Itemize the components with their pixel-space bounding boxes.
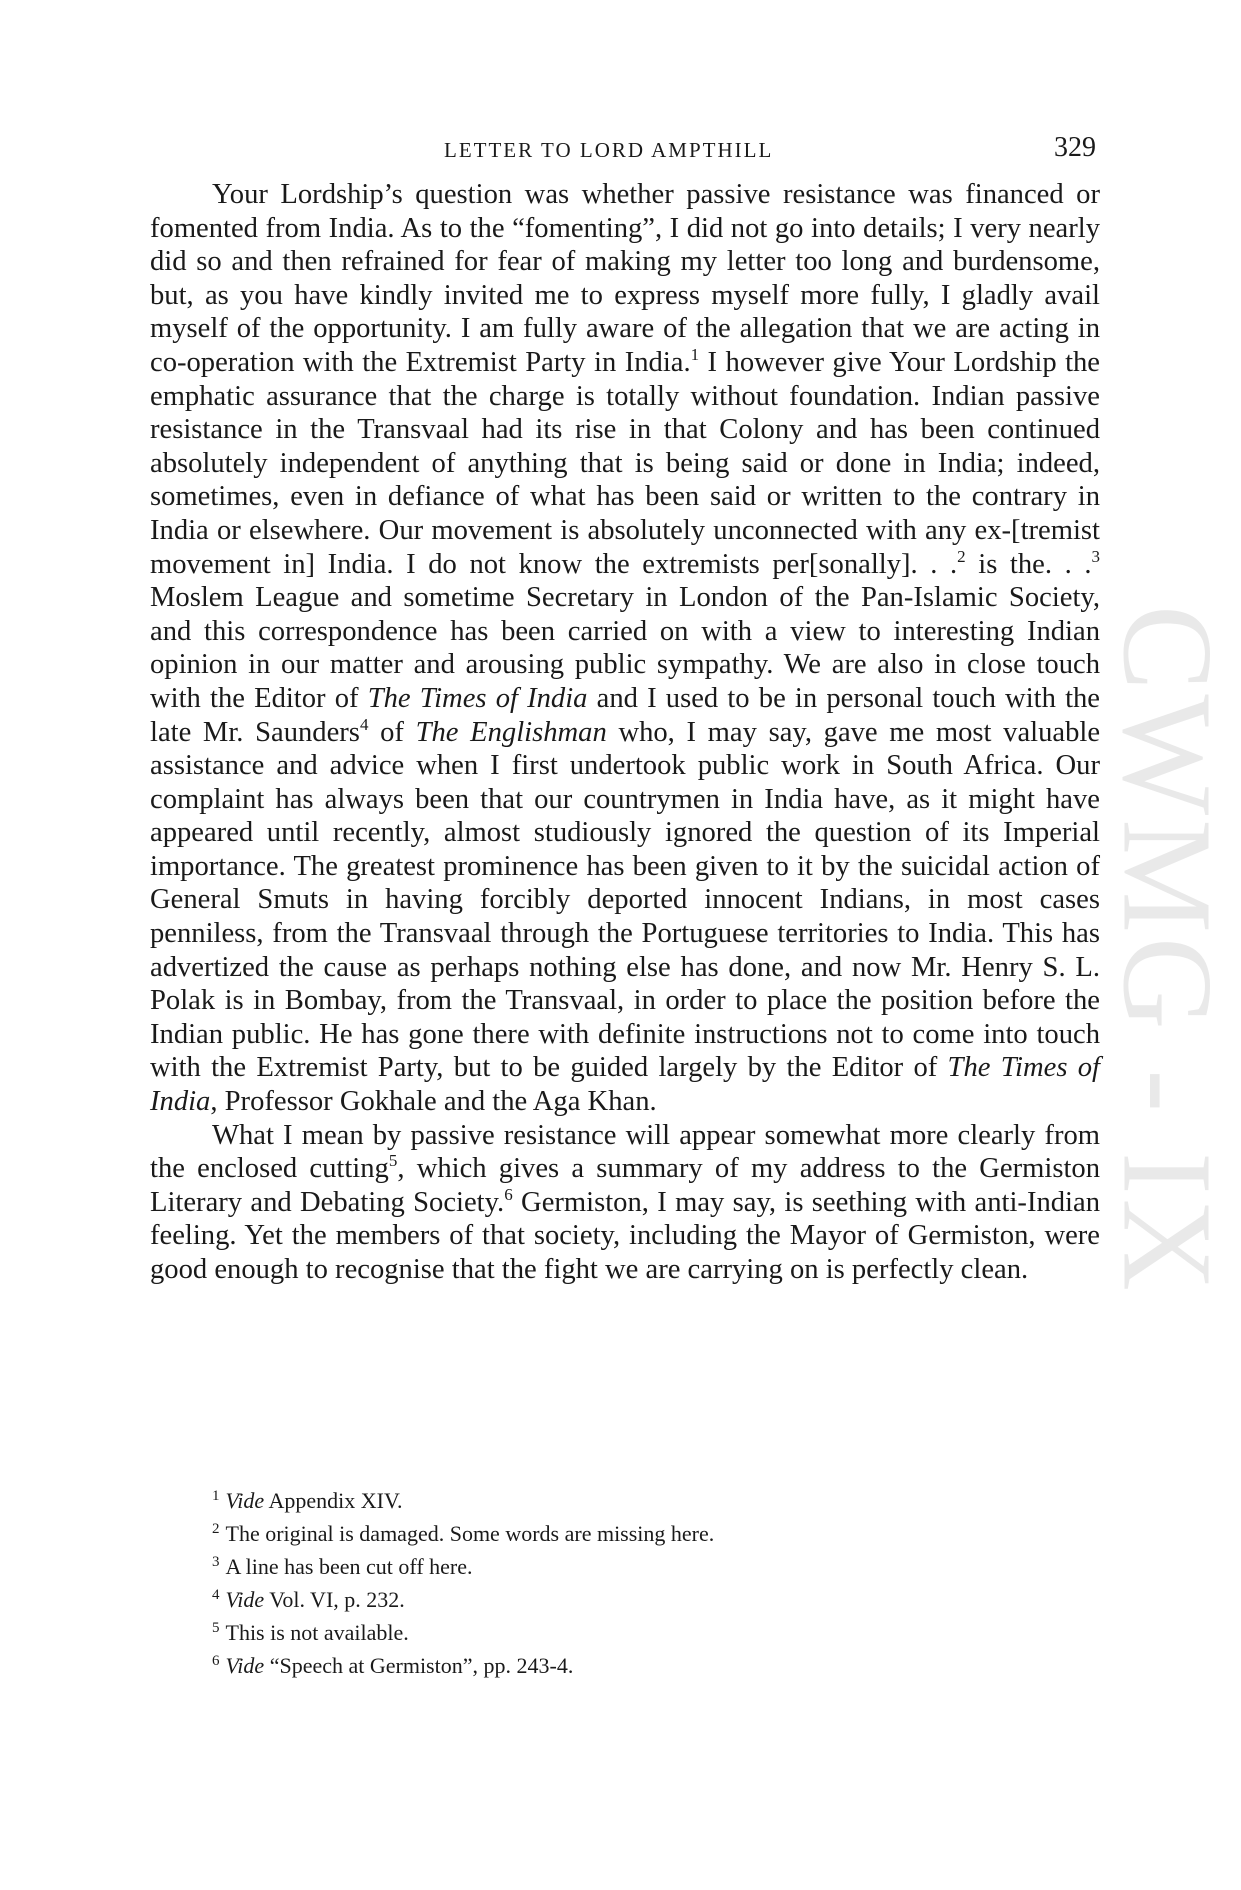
running-head: [150, 132, 1100, 166]
page-number: 329: [1054, 132, 1096, 163]
watermark-text: CWMG - IX: [1096, 604, 1239, 1296]
footnote-text: This is not available.: [225, 1620, 409, 1645]
footnote-3: [212, 1552, 972, 1585]
footnote-text: “Speech at Germiston”, pp. 243-4.: [264, 1653, 574, 1678]
paragraph-1-text: , Professor Gokhale and the Aga Khan.: [210, 1086, 657, 1118]
paragraph-1-text: of: [368, 716, 416, 748]
paragraph-2-text: What I mean by passive resistance will appear somewhat more clearly from the enclosed cutting: [150, 1119, 1100, 1185]
footnote-ref-2: 2: [957, 546, 966, 566]
paragraph-1-text: Moslem League and sometime Secretary in London of the Pan-Islamic Society, and this correspondence has been carried on with a view to interesting Indian opinion in our matter and arousing public sympathy. We are also in close touch with the Editor of: [150, 582, 1100, 714]
newspaper-title: The Englishman: [415, 716, 607, 748]
footnote-1: [212, 1486, 972, 1519]
running-title: LETTER TO LORD AMPTHILL: [444, 138, 774, 162]
footnote-ref-4: 4: [359, 714, 369, 734]
paragraph-1-text: is the. . .: [965, 548, 1092, 580]
footnote-ref-3: 3: [1091, 546, 1101, 566]
paragraph-1-text: and I used to be in personal touch with the late Mr. Saunders: [150, 682, 1100, 748]
footnote-mark: 6: [212, 1653, 220, 1669]
footnote-5: [212, 1618, 972, 1651]
footnote-text: A line has been cut off here.: [225, 1554, 473, 1579]
footnote-text: Vol. VI, p. 232.: [264, 1587, 405, 1612]
watermark: [1096, 540, 1239, 1360]
footnote-4: [212, 1585, 972, 1618]
paragraph-1-text: I however give Your Lordship the emphatic assurance that the charge is totally without foundation. Indian passive resistance in the Transvaal had its rise in that Colony and has been continued absolutely independent of anything that is being said or done in India; indeed, sometimes, even in defiance of what has been said or written to the contrary in India or elsewhere. Our movement is absolutely unconnected with any ex-[tremist movement in] India. I do not know the extremists per[sonally]. . .: [150, 346, 1100, 580]
paragraph-1-text: Your Lordship’s question was whether passive resistance was financed or fomented from India. As to the “fomenting”, I did not go into details; I very nearly did so and then refrained for fear of making my letter too long and burdensome, but, as you have kindly invited me to express myself more fully, I gladly avail myself of the opportunity. I am fully aware of the allegation that we are acting in co-operation with the Extremist Party in India.: [150, 179, 1100, 378]
footnote-mark: 4: [212, 1587, 220, 1603]
footnote-2: [212, 1519, 972, 1552]
footnote-ref-5: 5: [388, 1151, 398, 1171]
footnote-italic: Vide: [225, 1653, 265, 1678]
footnotes: [212, 1486, 972, 1684]
paragraph-1-text: who, I may say, gave me most valuable assistance and advice when I first undertook public work in South Africa. Our complaint has always been that our countrymen in India have, as it might have appeared until recently, almost studiously ignored the question of its Imperial importance. The greatest prominence has been given to it by the suicidal action of General Smuts in having forcibly deported innocent Indians, in most cases penniless, from the Transvaal through the Portuguese territories to India. This has advertized the cause as perhaps nothing else has done, and now Mr. Henry S. L. Polak is in Bombay, from the Transvaal, in order to place the position before the Indian public. He has gone there with definite instructions not to come into touch with the Extremist Party, but to be guided largely by the Editor of: [150, 716, 1101, 1084]
footnote-text: Appendix XIV.: [264, 1488, 403, 1513]
footnote-6: [212, 1651, 972, 1684]
newspaper-title: The Times of India: [367, 682, 588, 714]
footnote-mark: 1: [212, 1488, 220, 1504]
footnote-italic: Vide: [225, 1587, 265, 1612]
footnote-ref-6: 6: [504, 1184, 513, 1204]
paragraph-2-text: , which gives a summary of my address to the Germiston Literary and Debating Society.: [150, 1153, 1100, 1218]
footnote-ref-1: 1: [690, 344, 700, 364]
paragraph-1: [150, 178, 1100, 1119]
footnote-mark: 5: [212, 1620, 220, 1636]
paragraph-2: [150, 1119, 1100, 1287]
body-text: [150, 178, 1100, 1287]
footnote-text: The original is damaged. Some words are missing here.: [225, 1521, 715, 1546]
footnote-mark: 3: [212, 1554, 220, 1570]
footnote-italic: Vide: [225, 1488, 265, 1513]
paragraph-2-text: Germiston, I may say, is seething with anti-Indian feeling. Yet the members of that society, including the Mayor of Germiston, were good enough to recognise that the fight we are carrying on is perfectly clean.: [150, 1186, 1100, 1285]
footnote-mark: 2: [212, 1521, 220, 1537]
newspaper-title: The Times of India: [150, 1052, 1100, 1118]
